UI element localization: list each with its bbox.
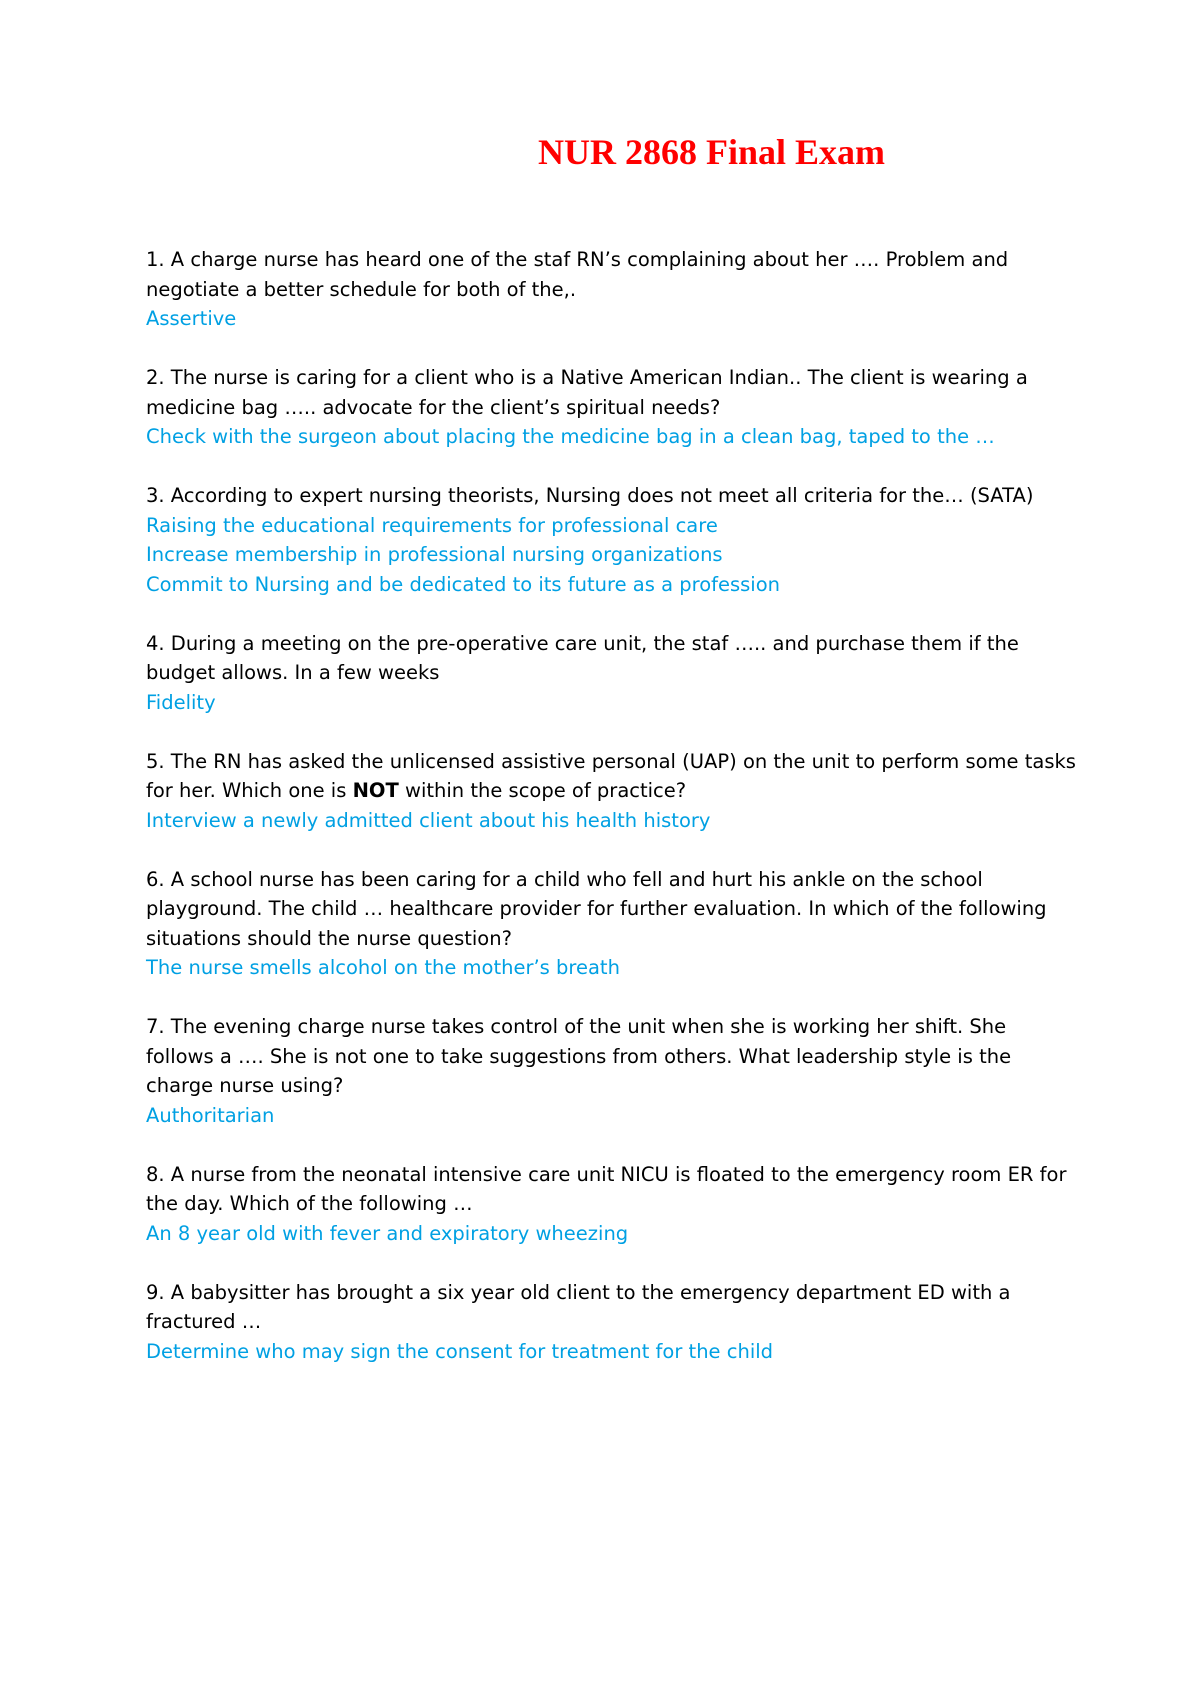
- question-8: [146, 1160, 1076, 1249]
- question-text: 3. According to expert nursing theorists, Nursing does not meet all criteria for the… (SATA): [146, 484, 1034, 507]
- answer-text: Fidelity: [146, 690, 216, 714]
- question-5: [146, 747, 1076, 836]
- answer-text: Check with the surgeon about placing the medicine bag in a clean bag, taped to the …: [146, 425, 995, 448]
- question-text: 8. A nurse from the neonatal intensive care unit NICU is floated to the emergency room ER for the day. Which of the following …: [146, 1162, 1067, 1215]
- question-text: 7. The evening charge nurse takes control of the unit when she is working her shift. She follows a …. She is not one to take suggestions from others. What leadership style is the charge nurse using?: [146, 1015, 1012, 1097]
- answer-text: Authoritarian: [146, 1103, 275, 1127]
- question-text-start: 5. The RN has asked the unlicensed assistive personal (UAP) on the unit to perform some tasks for her. Which one is: [146, 749, 1076, 802]
- answer-text: Assertive: [146, 307, 237, 330]
- answer-text: The nurse smells alcohol on the mother’s breath: [146, 956, 620, 979]
- question-text: 4. During a meeting on the pre-operative care unit, the staf ….. and purchase them if the budget allows. In a few weeks: [146, 631, 1019, 684]
- question-9: [146, 1278, 1076, 1367]
- question-text: 2. The nurse is caring for a client who is a Native American Indian.. The client is wearing a medicine bag ….. advocate for the client’s spiritual needs?: [146, 366, 1028, 419]
- answer-text: An 8 year old with fever and expiratory wheezing: [146, 1221, 629, 1245]
- answer-text: Commit to Nursing and be dedicated to its future as a profession: [146, 572, 781, 596]
- question-text-end: within the scope of practice?: [398, 779, 687, 802]
- question-6: [146, 865, 1076, 983]
- page-title: NUR 2868 Final Exam: [538, 132, 886, 172]
- question-text: 9. A babysitter has brought a six year old client to the emergency department ED with a fractured …: [146, 1280, 1011, 1333]
- question-7: [146, 1012, 1076, 1130]
- question-list: [146, 245, 1076, 1396]
- answer-text: Increase membership in professional nursing organizations: [146, 543, 723, 566]
- answer-text: Determine who may sign the consent for treatment for the child: [146, 1339, 774, 1363]
- question-1: [146, 245, 1076, 334]
- question-3: [146, 481, 1076, 599]
- emphasis-not: NOT: [352, 779, 399, 802]
- question-text: [146, 747, 1076, 806]
- answer-text: Interview a newly admitted client about his health history: [146, 808, 711, 832]
- answer-text: Raising the educational requirements for professional care: [146, 513, 718, 537]
- question-text: 1. A charge nurse has heard one of the staf RN’s complaining about her …. Problem and negotiate a better schedule for both of the,.: [146, 248, 1009, 301]
- question-2: [146, 363, 1076, 452]
- question-text: 6. A school nurse has been caring for a child who fell and hurt his ankle on the school playground. The child … healthcare provider for further evaluation. In which of the following situations should the nurse question?: [146, 867, 1047, 950]
- question-4: [146, 629, 1076, 718]
